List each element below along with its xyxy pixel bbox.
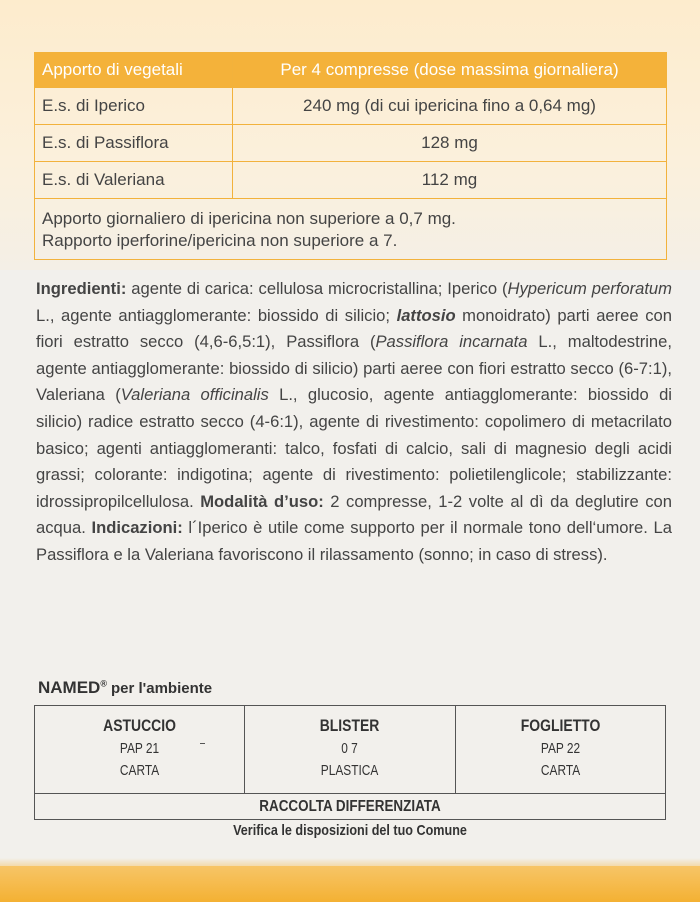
ingredients-text: monoidrato) parti aeree con fiori estratto secco (4,6-6,5:1), Passiflora ( xyxy=(36,305,672,352)
item-name: BLISTER xyxy=(320,716,380,735)
ingredients-label: Ingredienti: xyxy=(36,279,127,298)
row-name: E.s. di Iperico xyxy=(35,88,233,125)
header-per-4-tablets: Per 4 compresse (dose massima giornaliera) xyxy=(233,53,667,88)
item-name: FOGLIETTO xyxy=(520,716,601,735)
ingredients-text: L., agente antiagglomerante: biossido di silicio; xyxy=(36,305,397,325)
indications-label: Indicazioni: xyxy=(91,518,183,538)
note-hyperforin-ratio: Rapporto iperforine/ipericina non superiore a 7. xyxy=(42,231,398,250)
separate-collection-label: RACCOLTA DIFFERENZIATA xyxy=(259,798,441,815)
brand-name: NAMED xyxy=(38,678,101,697)
usage-text: 2 compresse, 1-2 volte al dì da deglutire con acqua. xyxy=(36,491,672,538)
column-divider xyxy=(244,706,245,793)
ingredients-text: agente di carica: cellulosa microcristallina; Iperico ( xyxy=(126,279,508,298)
botanical-name-hypericum: Hypericum perforatum xyxy=(507,279,672,298)
table-note-row xyxy=(35,199,667,260)
environment-title xyxy=(38,678,212,698)
row-name: E.s. di Valeriana xyxy=(35,162,233,199)
ingredients-text: L., glucosio, agente antiagglomerante: biossido di silicio) radice estratto secco (4-6:1), agente di rivestimento: copolimero di metacrilato basico; agenti antiagglomeranti: talco, fosfati di calcio, sali di magnesio degli acidi grassi; colorante: indigotina; agente di rivestimento: polietilenglicole; stabilizzante: idrossipropilcellulosa. xyxy=(36,385,672,511)
dash-mark xyxy=(200,743,205,744)
row-value: 240 mg (di cui ipericina fino a 0,64 mg) xyxy=(233,88,667,125)
item-code: PAP 22 xyxy=(540,741,581,757)
botanical-name-valeriana: Valeriana officinalis xyxy=(120,385,269,405)
botanical-name-passiflora: Passiflora incarnata xyxy=(375,332,528,352)
item-material: CARTA xyxy=(540,763,581,779)
recycling-row xyxy=(35,706,665,794)
row-value: 128 mg xyxy=(233,125,667,162)
table-row xyxy=(35,125,667,162)
bottom-orange-band xyxy=(0,866,700,902)
usage-label: Modalità d’uso: xyxy=(200,491,324,511)
recycling-item-box xyxy=(54,706,225,793)
registered-mark: ® xyxy=(100,678,107,689)
item-code: 0 7 xyxy=(341,741,359,757)
ingredients-text: L., maltodestrine, agente antiagglomerante: biossido di silicio) parti aeree con fiori estratto secco (6-7:1), Valeriana ( xyxy=(36,332,672,405)
item-code: PAP 21 xyxy=(119,741,160,757)
recycling-item-blister xyxy=(264,706,435,793)
nutrition-header-row xyxy=(35,53,667,88)
allergen-lactose: lattosio xyxy=(396,305,456,325)
row-name: E.s. di Passiflora xyxy=(35,125,233,162)
indications-text: l´Iperico è utile come supporto per il normale tono dell‘umore. La Passiflora e la Valeriana favoriscono il rilassamento (sonno; in caso di stress). xyxy=(36,518,672,564)
item-name: ASTUCCIO xyxy=(103,716,176,735)
nutrition-table xyxy=(34,52,667,260)
table-row xyxy=(35,88,667,125)
table-row xyxy=(35,162,667,199)
item-material: PLASTICA xyxy=(321,763,379,779)
table-note xyxy=(35,199,667,260)
environment-subtitle: per l'ambiente xyxy=(110,680,213,697)
item-material: CARTA xyxy=(119,763,160,779)
recycling-table xyxy=(34,705,666,820)
header-vegetable-intake: Apporto di vegetali xyxy=(35,53,233,88)
ingredients-paragraph xyxy=(36,276,672,569)
recycling-item-leaflet xyxy=(475,706,646,793)
row-value: 112 mg xyxy=(233,162,667,199)
note-hypericin-daily: Apporto giornaliero di ipericina non superiore a 0,7 mg. xyxy=(42,209,456,228)
column-divider xyxy=(455,706,456,793)
verify-municipality-note: Verifica le disposizioni del tuo Comune xyxy=(233,822,467,839)
